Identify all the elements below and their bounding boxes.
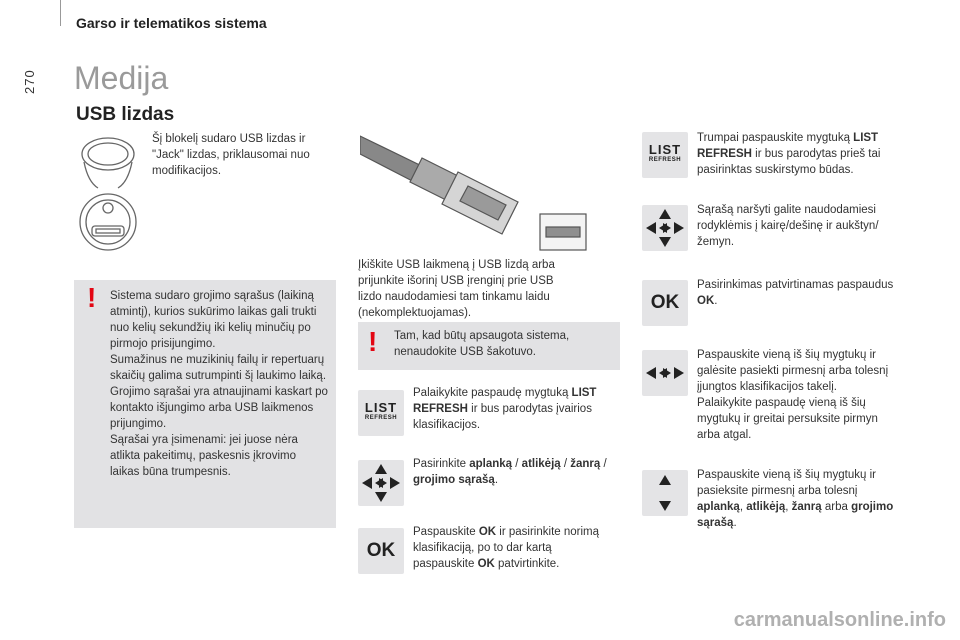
up-down-arrows-button[interactable] <box>642 470 688 516</box>
warning-icon: ! <box>368 326 378 357</box>
step-folder-navigation: Paspauskite vieną iš šių mygtukų ir pasieksite pirmesnį arba tolesnį aplanką, atlikėją, žanrą arba grojimo sąrašą. <box>697 469 894 529</box>
step-confirm-ok: Paspauskite OK ir pasirinkite norimą klasifikaciją, po to dar kartą paspauskite OK patvirtinkite. <box>413 526 600 570</box>
insert-usb-text: Įkiškite USB laikmeną į USB lizdą arba prijunkite išorinį USB įrenginį prie USB lizdo naudodamiesi tam tinkamu laidu (nekomplektuojamas). <box>358 259 555 319</box>
refresh-label: REFRESH <box>648 157 682 163</box>
ok-label: OK <box>366 540 396 561</box>
warning-text: Sistema sudaro grojimo sąrašus (laikiną atmintį), kurios sukūrimo laikas gali trukti nuo kelių sekundžių iki kelių minučių po pirmojo prisijungimo. Sumažinus ne muzikinių failų ir repertuarų skaičių galima sutrumpinti šį laukimo laiką. Grojimo sąrašai yra atnaujinami kaskart po kontakto išjungimo arba USB laikmenos prijungimo. Sąrašai yra įsimenami: jei juose nėra atlikta pakeitimų, paskesnis įkrovimo laikas būna trumpesnis. <box>110 290 328 478</box>
step-browse-list: Sąrašą naršyti galite naudodamiesi rodyklėmis į kairę/dešinę ir aukštyn/žemyn. <box>697 204 879 248</box>
watermark: carmanualsonline.info <box>733 609 946 631</box>
step-list-short-press: Trumpai paspauskite mygtuką LIST REFRESH ir bus parodytas prieš tai pasirinktas suskirstymo būdas. <box>697 132 881 176</box>
usb-jack-port-illustration <box>74 128 142 256</box>
step-list-hold: Palaikykite paspaudę mygtuką LIST REFRESH ir bus parodytas įvairios klasifikacijos. <box>413 387 597 431</box>
list-label: LIST <box>648 142 682 157</box>
section-title: USB lizdas <box>76 104 175 125</box>
ok-button[interactable] <box>358 528 404 574</box>
list-refresh-button[interactable] <box>642 132 688 178</box>
header-divider <box>60 0 61 26</box>
usb-plug-illustration <box>360 130 590 258</box>
up-down-arrows-icon <box>643 471 687 515</box>
left-right-arrows-button[interactable] <box>642 350 688 396</box>
refresh-label: REFRESH <box>364 415 398 421</box>
page-number: 270 <box>22 69 37 94</box>
ok-label: OK <box>650 292 680 313</box>
four-way-arrows-icon <box>359 461 403 505</box>
list-label: LIST <box>364 400 398 415</box>
hub-warning-text: Tam, kad būtų apsaugota sistema, nenaudokite USB šakotuvo. <box>394 330 570 358</box>
step-confirm-selection: Pasirinkimas patvirtinamas paspaudus OK. <box>697 279 894 307</box>
step-select-classification: Pasirinkite aplanką / atlikėją / žanrą / grojimo sąrašą. <box>413 458 607 486</box>
warning-icon: ! <box>87 282 97 313</box>
ok-button[interactable] <box>642 280 688 326</box>
list-refresh-button[interactable] <box>358 390 404 436</box>
left-right-arrows-icon <box>643 351 687 395</box>
intro-text: Šį blokelį sudaro USB lizdas ir "Jack" lizdas, priklausomai nuo modifikacijos. <box>152 133 310 177</box>
chapter-header: Garso ir telematikos sistema <box>76 15 267 31</box>
navigation-arrows-button[interactable] <box>642 205 688 251</box>
page-title: Medija <box>74 60 169 96</box>
four-way-arrows-icon <box>643 206 687 250</box>
navigation-arrows-button[interactable] <box>358 460 404 506</box>
step-track-navigation: Paspauskite vieną iš šių mygtukų ir galėsite pasiekti pirmesnį arba tolesnį įjungtos klasifikacijos takelį. Palaikykite paspaudę vieną iš šių mygtukų ir greitai persuksite pirmyn arba atgal. <box>697 349 889 441</box>
